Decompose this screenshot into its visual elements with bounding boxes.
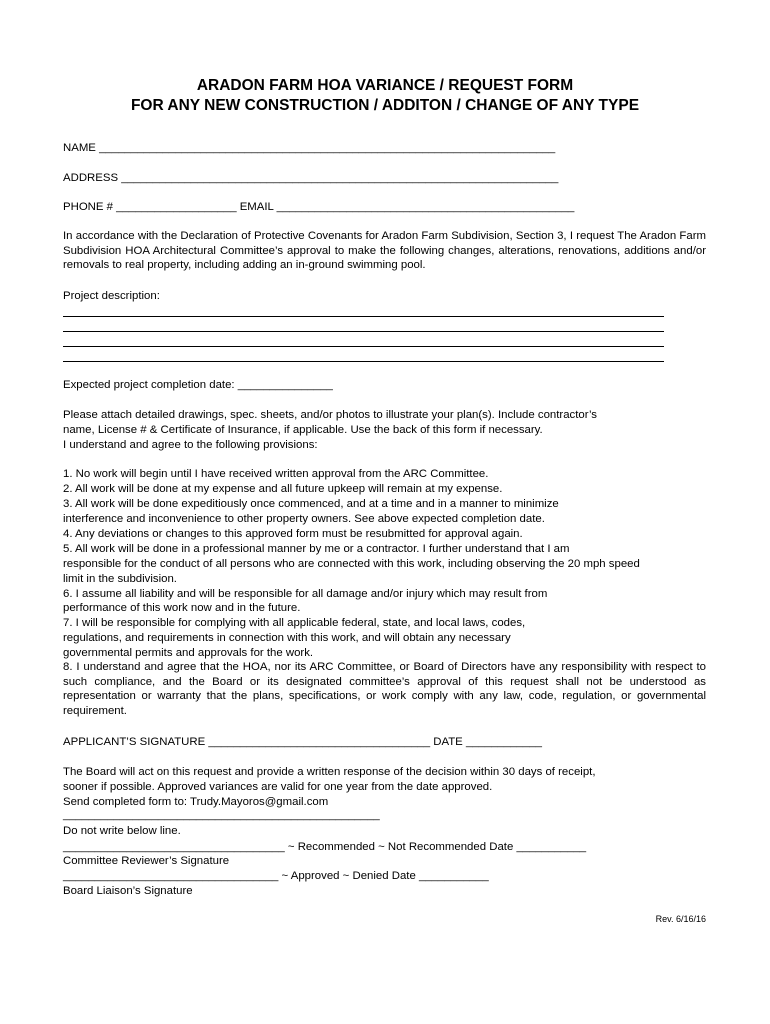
board-response-line2: sooner if possible. Approved variances are valid for one year from the date approved.: [63, 781, 493, 793]
provision-line: regulations, and requirements in connection with this work, and will obtain any necessary: [63, 632, 511, 644]
intro-paragraph: In accordance with the Declaration of Protective Covenants for Aradon Farm Subdivision, Section 3, I request The Aradon Farm Subdivision HOA Architectural Committee’s approval to make the following changes, alterations, renovations, additions and/or removals to real property, including adding an in-ground swimming pool.: [63, 230, 706, 271]
send-to-line: Send completed form to: Trudy.Mayoros@gmail.com: [63, 796, 329, 808]
applicant-signature-field[interactable]: APPLICANT’S SIGNATURE ___________________________________ DATE ____________: [63, 736, 542, 748]
form-title-line2: FOR ANY NEW CONSTRUCTION / ADDITON / CHANGE OF ANY TYPE: [130, 97, 640, 114]
provision-line: 4. Any deviations or changes to this approved form must be resubmitted for approval again.: [63, 528, 523, 540]
provision-line: limit in the subdivision.: [63, 573, 177, 585]
provision-line: 7. I will be responsible for complying with all applicable federal, state, and local laws, codes,: [63, 617, 526, 629]
provision-line: 3. All work will be done expeditiously once commenced, and at a time and in a manner to minimize: [63, 498, 559, 510]
agree-line: I understand and agree to the following provisions:: [63, 439, 318, 451]
committee-reviewer-field[interactable]: ___________________________________ ~ Recommended ~ Not Recommended Date ___________: [63, 841, 587, 853]
do-not-write-notice: Do not write below line.: [63, 825, 181, 837]
office-use-divider: __________________________________________________: [63, 809, 380, 821]
revision-date: Rev. 6/16/16: [655, 914, 706, 924]
project-description-line-4[interactable]: [63, 361, 664, 362]
form-title-line1: ARADON FARM HOA VARIANCE / REQUEST FORM: [196, 77, 574, 94]
phone-email-field[interactable]: PHONE # ___________________ EMAIL _______________________________________________: [63, 201, 575, 213]
provision-line: 2. All work will be done at my expense and all future upkeep will remain at my expense.: [63, 483, 503, 495]
attach-instructions-line2: name, License # & Certificate of Insurance, if applicable. Use the back of this form if necessary.: [63, 424, 543, 436]
provision-line: responsible for the conduct of all persons who are connected with this work, including observing the 20 mph speed: [63, 558, 640, 570]
provision-line: interference and inconvenience to other property owners. See above expected completion date.: [63, 513, 545, 525]
project-description-line-2[interactable]: [63, 331, 664, 332]
committee-reviewer-label: Committee Reviewer’s Signature: [63, 855, 230, 867]
provision-line: performance of this work now and in the future.: [63, 602, 301, 614]
provision-line: governmental permits and approvals for the work.: [63, 647, 314, 659]
project-description-line-1[interactable]: [63, 316, 664, 317]
address-field[interactable]: ADDRESS _____________________________________________________________________: [63, 172, 559, 184]
name-field[interactable]: NAME ________________________________________________________________________: [63, 142, 556, 154]
provision-8-paragraph: 8. I understand and agree that the HOA, nor its ARC Committee, or Board of Directors have any responsibility with respect to such compliance, and the Board or its designated committee’s approval of this request shall not be understood as representation or warranty that the plans, specifications, or work comply with any law, code, regulation, or governmental requirement.: [63, 661, 706, 717]
board-liaison-label: Board Liaison’s Signature: [63, 885, 193, 897]
provision-line: 6. I assume all liability and will be responsible for all damage and/or injury which may result from: [63, 588, 548, 600]
provision-line: 1. No work will begin until I have received written approval from the ARC Committee.: [63, 468, 489, 480]
board-response-line1: The Board will act on this request and provide a written response of the decision within 30 days of receipt,: [63, 766, 596, 778]
project-description-label: Project description:: [63, 290, 160, 302]
board-liaison-field[interactable]: __________________________________ ~ Approved ~ Denied Date ___________: [63, 870, 489, 882]
attach-instructions-line1: Please attach detailed drawings, spec. sheets, and/or photos to illustrate your plan(s). Include contractor’s: [63, 409, 597, 421]
project-description-line-3[interactable]: [63, 346, 664, 347]
provision-line: 5. All work will be done in a professional manner by me or a contractor. I further understand that I am: [63, 543, 570, 555]
completion-date-field[interactable]: Expected project completion date: _______________: [63, 379, 333, 391]
